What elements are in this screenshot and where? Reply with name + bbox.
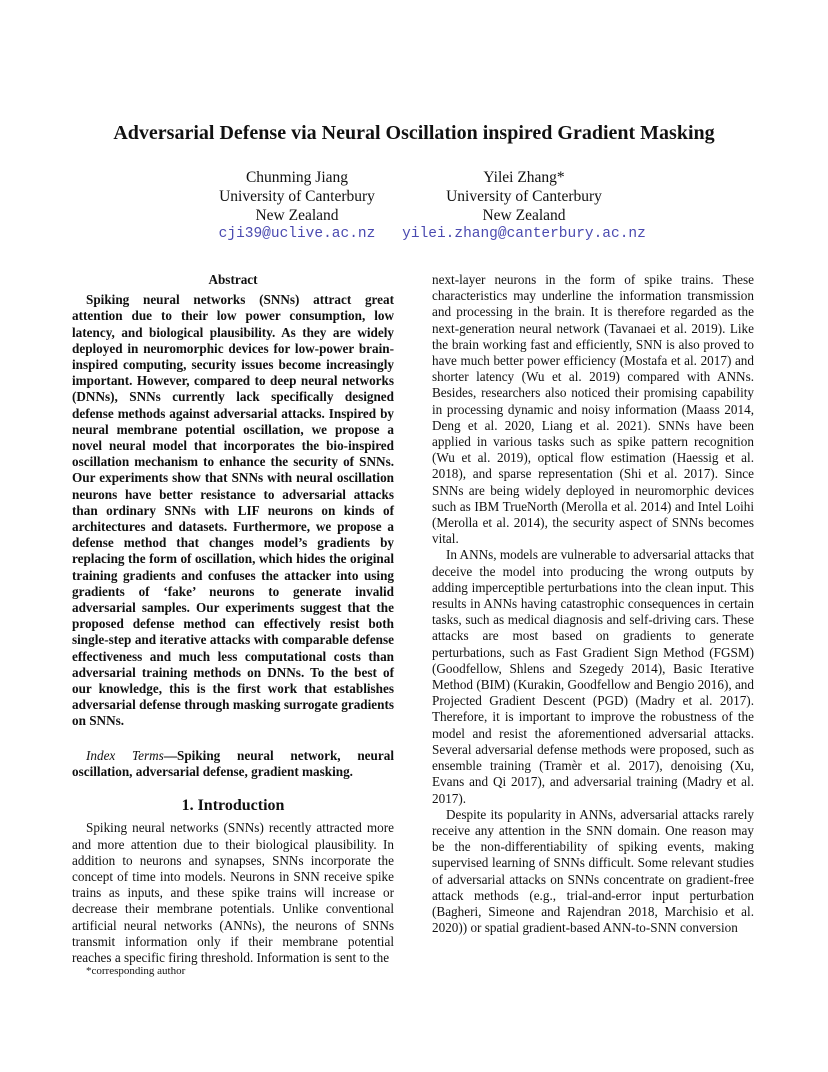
body-paragraph: Despite its popularity in ANNs, adversarial attacks rarely receive any attention in the SNN domain. One reason may be the non-differentiability of spiking events, making supervised learning of SNNs difficult. Some relevant studies of adversarial attacks on SNNs concentrate on gradient-free attack methods (e.g., trial-and-error input perturbation (Bagheri, Simeone and Rajendran 2018, Marchisio et al. 2020)) or spatial gradient-based ANN-to-SNN conversion — [432, 806, 754, 936]
author-affiliation: University of Canterbury — [446, 188, 602, 205]
section-heading-introduction: 1. Introduction — [181, 797, 285, 815]
author-block-1 — [186, 168, 408, 244]
paper-title: Adversarial Defense via Neural Oscillation inspired Gradient Masking — [113, 122, 715, 144]
footnote: *corresponding author — [86, 965, 186, 977]
intro-paragraph: Spiking neural networks (SNNs) recently attracted more and more attention due to their biological plausibility. In addition to neurons and synapses, SNNs incorporate the concept of time into models. Neurons in SNN receive spike trains as inputs, and these spike trains will increase or decrease their membrane potentials. Unlike conventional artificial neural networks (ANNs), the neurons of SNNs transmit information only if their membrane potential reaches a specific firing threshold. Information is sent to the — [72, 820, 394, 965]
author-name: Chunming Jiang — [245, 169, 349, 186]
right-column — [432, 272, 754, 936]
author-email-link[interactable]: cji39@uclive.ac.nz — [218, 226, 376, 242]
index-terms-text: —Spiking neural network, neural oscillation, adversarial defense, gradient masking. — [72, 747, 394, 779]
abstract-heading: Abstract — [208, 272, 258, 287]
author-block-2 — [394, 168, 654, 244]
author-email-link[interactable]: yilei.zhang@canterbury.ac.nz — [402, 226, 646, 242]
index-terms-label: Index Terms — [86, 747, 164, 763]
author-country: New Zealand — [255, 207, 339, 224]
body-paragraph: In ANNs, models are vulnerable to adversarial attacks that deceive the model into producing the wrong outputs by adding imperceptible perturbations into the clean input. This results in ANNs having catastrophic consequences in certain tasks, such as medical diagnosis and self-driving cars. These attacks are most based on gradients to generate perturbations, such as Fast Gradient Sign Method (FGSM) (Goodfellow, Shlens and Szegedy 2014), Basic Iterative Method (BIM) (Kurakin, Goodfellow and Bengio 2016), and Projected Gradient Descent (PGD) (Madry et al. 2017). Therefore, it is important to improve the robustness of the model and resist the aforementioned adversarial attacks. Several adversarial defense methods were proposed, such as ensemble training (Tramèr et al. 2017), denoising (Xu, Evans and Qi 2017), and adversarial training (Madry et al. 2017). — [432, 547, 754, 806]
abstract-text: Spiking neural networks (SNNs) attract great attention due to their low power consumption, low latency, and biological plausibility. As they are widely deployed in neuromorphic devices for low-power brain-inspired computing, security issues become increasingly important. However, compared to deep neural networks (DNNs), SNNs currently lack specifically designed defense methods against adversarial attacks. Inspired by neural membrane potential oscillation, we propose a novel neural model that incorporates the bio-inspired oscillation mechanism to enhance the security of SNNs. Our experiments show that SNNs with neural oscillation neurons have better resistance to adversarial attacks than ordinary SNNs with LIF neurons on kinds of architectures and datasets. Furthermore, we propose a defense method that changes model’s gradients by replacing the form of oscillation, which hides the original training gradients and confuses the attacker into using gradients of ‘fake’ neurons to generate invalid adversarial samples. Our experiments suggest that the proposed defense method can effectively resist both single-step and iterative attacks with comparable defense effectiveness and much less computational costs than adversarial training methods on DNNs. To the best of our knowledge, this is the first work that establishes adversarial defense through masking surrogate gradients on SNNs. — [72, 292, 394, 729]
author-country: New Zealand — [482, 207, 566, 224]
body-paragraph: next-layer neurons in the form of spike trains. These characteristics may underline the information transmission and processing in the brain. It is therefore regarded as the next-generation neural network (Tavanaei et al. 2019). Like the brain working fast and efficiently, SNN is also proved to have much better power efficiency (Mostafa et al. 2017) and shorter latency (Wu et al. 2019) compared with ANNs. Besides, researchers also noticed their promising capability in processing dynamic and noisy information (Maass 2014, Deng et al. 2020, Liang et al. 2021). SNNs have been applied in various tasks such as spike pattern recognition (Wu et al. 2019), optical flow estimation (Haessig et al. 2018), and sparse representation (Shi et al. 2017). Since SNNs are being widely deployed in neuromorphic devices such as IBM TrueNorth (Merolla et al. 2014) and Intel Loihi (Merolla et al. 2014), the security aspect of SNNs becomes vital. — [432, 272, 754, 547]
index-terms — [72, 748, 394, 780]
author-affiliation: University of Canterbury — [219, 188, 375, 205]
author-name: Yilei Zhang* — [483, 169, 565, 186]
left-column — [72, 272, 394, 966]
